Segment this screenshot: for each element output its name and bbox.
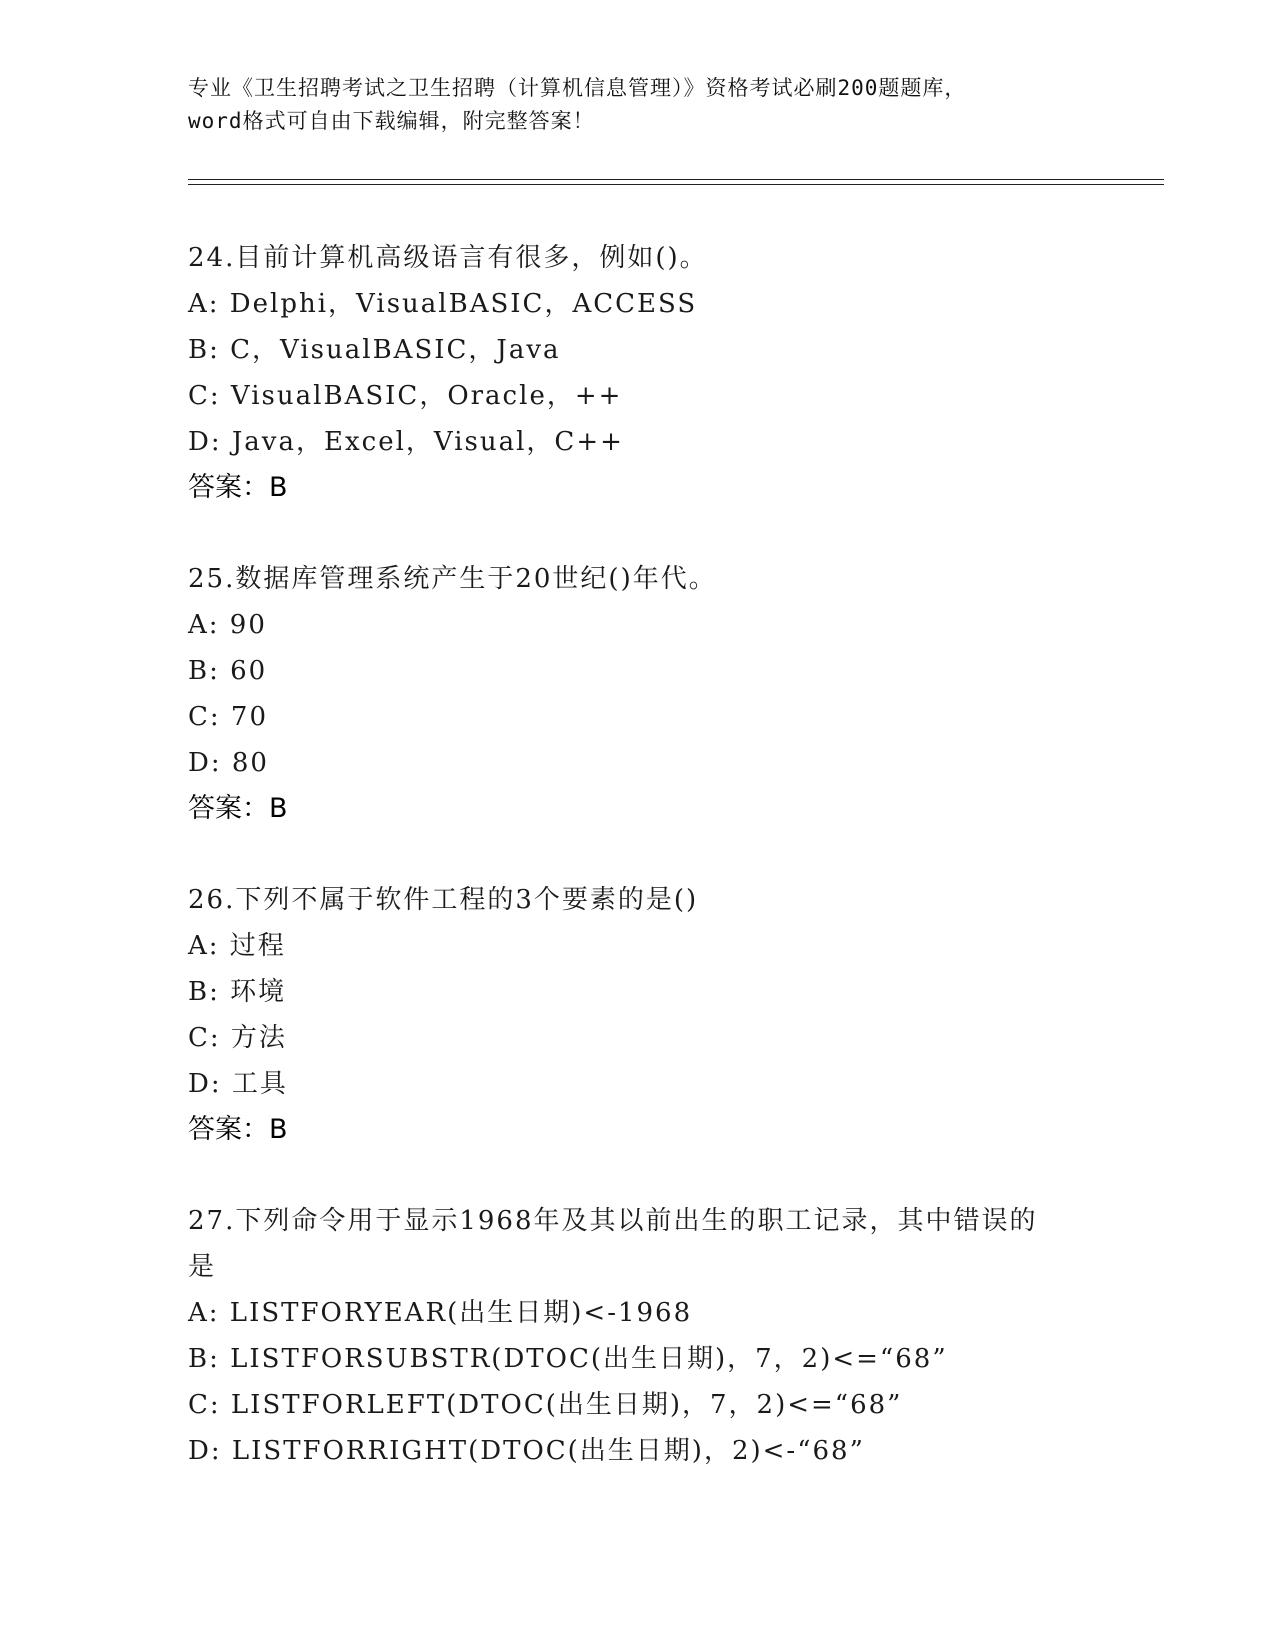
option-c: C: 方法 xyxy=(188,1023,287,1053)
option-c: C: LISTFORLEFT(DTOC(出生日期)，7，2)<=“68” xyxy=(188,1390,903,1420)
question-stem: 24.目前计算机高级语言有很多，例如()。 xyxy=(188,243,708,273)
option-b: B: 60 xyxy=(188,656,268,686)
question-24 xyxy=(188,235,1088,511)
option-c: C: VisualBASIC，Oracle，++ xyxy=(188,381,623,411)
question-stem: 25.数据库管理系统产生于20世纪()年代。 xyxy=(188,564,717,594)
header-divider-top xyxy=(188,179,1164,180)
option-b: B: 环境 xyxy=(188,977,287,1007)
document-header xyxy=(188,72,1088,138)
option-b: B: LISTFORSUBSTR(DTOC(出生日期)，7，2)<=“68” xyxy=(188,1344,948,1374)
option-c: C: 70 xyxy=(188,702,269,732)
question-25 xyxy=(188,556,1088,832)
option-b: B: C，VisualBASIC，Java xyxy=(188,335,561,365)
option-d: D: 80 xyxy=(188,748,269,778)
question-stem-continuation: 是 xyxy=(188,1252,217,1282)
header-line-1: 专业《卫生招聘考试之卫生招聘（计算机信息管理）》资格考试必刷200题题库， xyxy=(188,76,967,100)
answer-line: 答案：B xyxy=(188,1114,288,1145)
question-stem: 26.下列不属于软件工程的3个要素的是() xyxy=(188,885,699,915)
answer-line: 答案：B xyxy=(188,472,288,503)
option-d: D: 工具 xyxy=(188,1069,288,1099)
header-line-2: word格式可自由下载编辑，附完整答案！ xyxy=(188,109,595,133)
question-stem: 27.下列命令用于显示1968年及其以前出生的职工记录，其中错误的 xyxy=(188,1206,1038,1236)
option-a: A: LISTFORYEAR(出生日期)<-1968 xyxy=(188,1298,693,1328)
option-a: A: Delphi，VisualBASIC，ACCESS xyxy=(188,289,698,319)
option-a: A: 90 xyxy=(188,610,267,640)
question-27 xyxy=(188,1198,1088,1474)
option-d: D: LISTFORRIGHT(DTOC(出生日期)，2)<-“68” xyxy=(188,1436,865,1466)
option-d: D: Java，Excel，Visual，C++ xyxy=(188,427,624,457)
question-26 xyxy=(188,877,1088,1153)
option-a: A: 过程 xyxy=(188,931,286,961)
answer-line: 答案：B xyxy=(188,793,288,824)
header-divider-bottom xyxy=(188,184,1164,185)
